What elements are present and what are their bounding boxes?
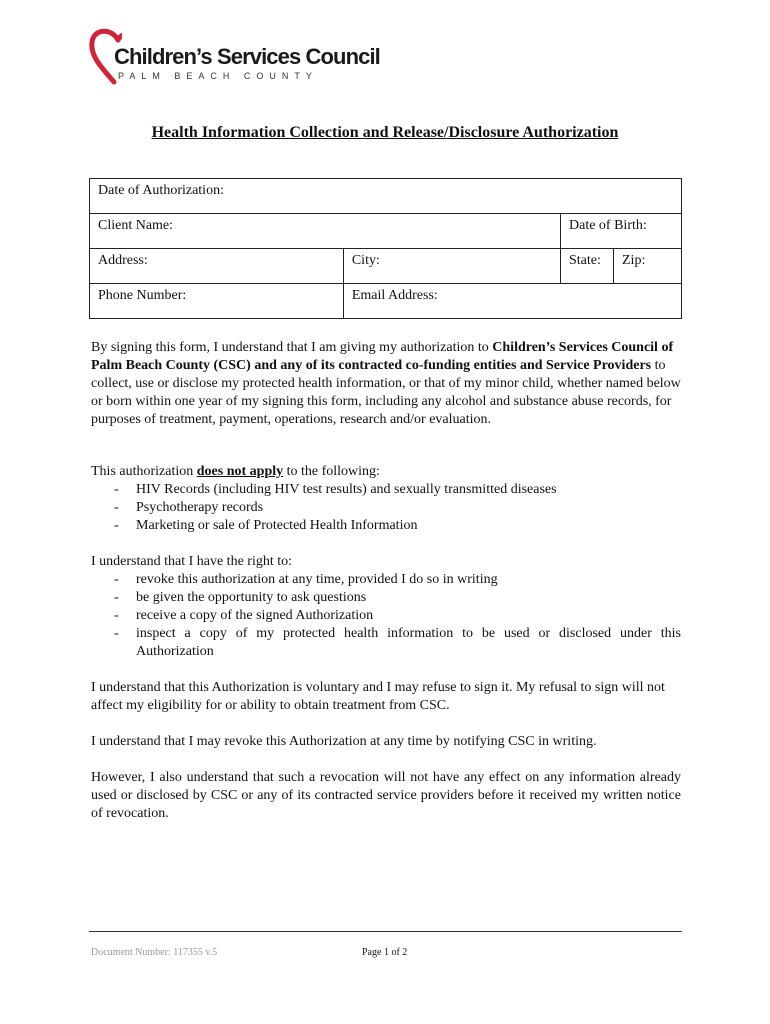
logo-subtitle: PALM BEACH COUNTY xyxy=(118,71,318,81)
csc-logo xyxy=(88,26,388,86)
revocation-effect-statement: However, I also understand that such a revocation will not have any effect on any information already used or disclosed by CSC or any of its contracted service providers before it received my written notice of revocation. xyxy=(91,770,681,821)
list-item: - revoke this authorization at any time, provided I do so in writing xyxy=(91,571,681,589)
date-of-authorization-field[interactable]: Date of Authorization: xyxy=(90,179,682,214)
date-of-birth-field[interactable]: Date of Birth: xyxy=(561,214,682,249)
revoke-statement: I understand that I may revoke this Authorization at any time by notifying CSC in writing. xyxy=(91,734,597,749)
not-apply-list xyxy=(91,481,681,535)
list-item: - Psychotherapy records xyxy=(91,499,681,517)
authorization-statement xyxy=(91,339,681,429)
phone-number-field[interactable]: Phone Number: xyxy=(90,284,344,319)
not-apply-section xyxy=(91,463,681,535)
client-name-field[interactable]: Client Name: xyxy=(90,214,561,249)
not-apply-suffix: to the following: xyxy=(283,464,380,479)
city-field[interactable]: City: xyxy=(343,249,560,284)
statement-text: By signing this form, I understand that I am giving my authorization to xyxy=(91,340,493,355)
rights-section xyxy=(91,553,681,661)
statement-text-end: to collect, use or disclose my protected health information, or that of my minor child, whether named below or born within one year of my signing this form, including any alcohol and substance abuse records, for purposes of treatment, payment, operations, research and/or evaluation. xyxy=(91,358,681,427)
list-item: - Marketing or sale of Protected Health Information xyxy=(91,517,681,535)
list-item: - inspect a copy of my protected health information to be used or disclosed under this Authorization xyxy=(91,625,681,661)
not-apply-prefix: This authorization xyxy=(91,464,197,479)
document-number: Document Number: 117355 v.5 xyxy=(91,947,218,958)
page-number: Page 1 of 2 xyxy=(362,947,408,958)
voluntary-statement: I understand that this Authorization is voluntary and I may refuse to sign it. My refusal to sign will not affect my eligibility for or ability to obtain treatment from CSC. xyxy=(91,680,665,713)
not-apply-heading xyxy=(91,463,681,481)
logo-name: Children’s Services Council xyxy=(114,44,380,69)
client-info-form xyxy=(89,178,682,319)
document-title: Health Information Collection and Release/Disclosure Authorization xyxy=(151,124,619,141)
state-field[interactable]: State: xyxy=(561,249,614,284)
email-address-field[interactable]: Email Address: xyxy=(343,284,681,319)
rights-list xyxy=(91,571,681,661)
list-item: - HIV Records (including HIV test results) and sexually transmitted diseases xyxy=(91,481,681,499)
address-field[interactable]: Address: xyxy=(90,249,344,284)
zip-field[interactable]: Zip: xyxy=(614,249,682,284)
rights-heading: I understand that I have the right to: xyxy=(91,554,292,569)
footer-divider xyxy=(89,931,682,932)
list-item: - be given the opportunity to ask questions xyxy=(91,589,681,607)
not-apply-emphasis: does not apply xyxy=(196,464,284,479)
list-item: - receive a copy of the signed Authorization xyxy=(91,607,681,625)
statement-entities: Children’s Services Council of Palm Beach County (CSC) and any of its contracted co-funding entities and Service Providers xyxy=(91,340,674,373)
